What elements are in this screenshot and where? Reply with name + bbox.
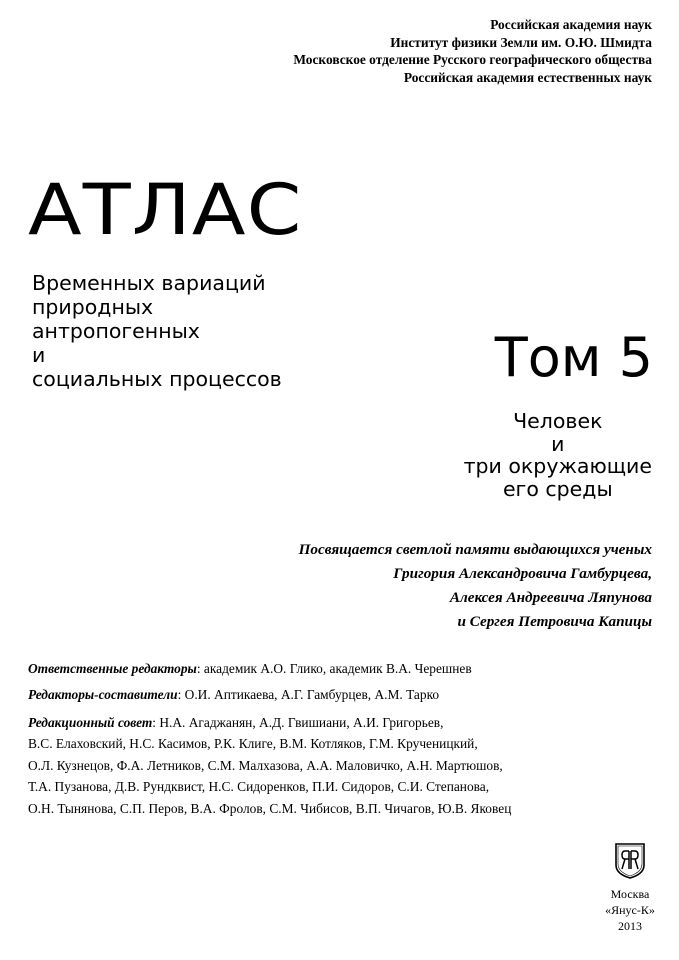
compilers [28,686,668,704]
council-label: Редакционный совет [28,715,153,730]
responsible-editors-label: Ответственные редакторы [28,661,197,676]
volume-title-line: его среды [502,476,613,501]
volume-title-line: Человек [513,409,603,433]
volume-number: Том 5 [494,326,653,389]
organization-line: Московское отделение Русского географического общества [293,52,652,67]
dedication-line: и Сергея Петровича Капицы [457,613,652,630]
organizations-block [293,16,652,86]
council-line: О.Н. Тынянова, С.П. Перов, В.А. Фролов, С.М. Чибисов, В.П. Чичагов, Ю.В. Яковец [28,800,512,816]
dedication-line: Посвящается светлой памяти выдающихся ученых [298,541,652,558]
publisher-name: «Янус-К» [605,903,655,917]
organization-line: Российская академия естественных наук [403,69,652,85]
subtitle-line: антропогенных [32,319,200,343]
council-names: : Н.А. Агаджанян, А.Д. Гвишиани, А.И. Григорьев, [152,715,444,730]
volume-title-line: и [551,431,565,456]
volume-title [464,410,652,500]
volume-title-line: три окружающие [463,454,652,478]
subtitle-line: и [32,343,46,367]
publisher-logo-icon [614,843,646,884]
subtitle-line: Временных вариаций [32,271,266,295]
organization-line: Российская академия наук [490,17,652,32]
dedication [299,538,652,634]
subtitle-line: социальных процессов [32,367,282,391]
publisher-info [600,886,660,934]
organization-line: Институт физики Земли им. О.Ю. Шмидта [390,34,652,50]
dedication-line: Алексея Андреевича Ляпунова [449,589,652,606]
subtitle-line: природных [32,295,154,319]
council-line: О.Л. Кузнецов, Ф.А. Летников, С.М. Малхазова, А.А. Маловичко, А.Н. Мартюшов, [28,757,503,773]
publisher-city: Москва [610,887,650,901]
compilers-names: : О.И. Аптикаева, А.Г. Гамбурцев, А.М. Тарко [177,687,440,702]
editorial-council [28,712,668,819]
responsible-editors [28,660,668,678]
council-line: Т.А. Пузанова, Д.В. Рундквист, Н.С. Сидоренков, П.И. Сидоров, С.И. Степанова, [28,779,490,795]
atlas-title: АТЛАС [28,169,303,251]
dedication-line: Григория Александровича Гамбурцева, [393,565,652,582]
editors-block [28,660,668,819]
council-line: В.С. Елаховский, Н.С. Касимов, Р.К. Клиге, В.М. Котляков, Г.М. Крученицкий, [28,736,478,752]
compilers-label: Редакторы-составители [28,687,178,702]
council-line [28,712,668,733]
publication-year: 2013 [618,919,642,933]
responsible-editors-names: : академик А.О. Глико, академик В.А. Черешнев [196,661,472,676]
atlas-subtitle [32,271,282,391]
